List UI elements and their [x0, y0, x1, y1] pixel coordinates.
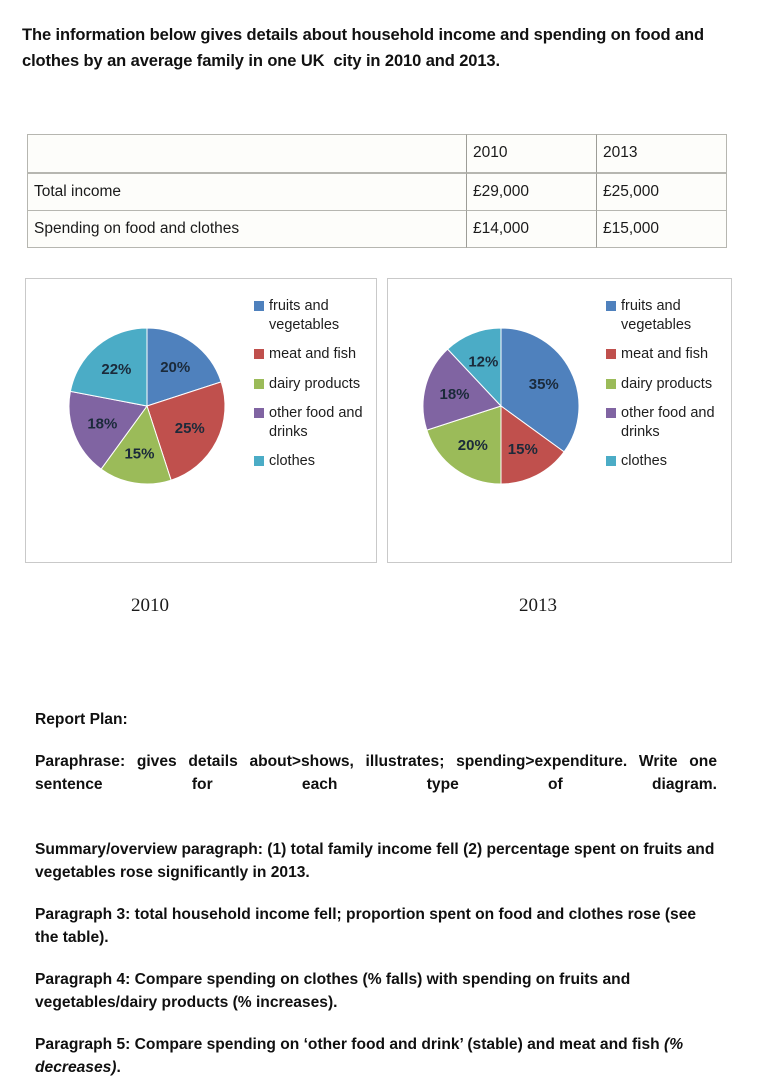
paragraph-5-italic: (% decreases)	[35, 1036, 684, 1076]
legend-swatch-icon	[606, 408, 616, 418]
legend-swatch-icon	[254, 408, 264, 418]
legend-label: other food and drinks	[621, 405, 715, 440]
row-label-spending: Spending on food and clothes	[27, 211, 467, 248]
pie-chart-2010	[62, 321, 232, 491]
cell-spending-2010: £14,000	[467, 211, 597, 248]
pie-slice-label: 15%	[124, 445, 155, 463]
pie-slice-label: 25%	[174, 419, 205, 437]
table-header-blank	[27, 134, 467, 173]
report-plan-summary: Summary/overview paragraph: (1) total family income fell (2) percentage spent on fruits and vegetables rose significantly in 2013.	[35, 841, 715, 881]
legend-item	[606, 452, 734, 471]
row-label-total-income: Total income	[27, 173, 467, 211]
pie-slice-label: 35%	[528, 376, 559, 394]
table-header-2010: 2010	[467, 134, 597, 173]
legend-item	[254, 345, 382, 364]
pie-slice-label: 18%	[439, 386, 470, 404]
legend-item	[606, 375, 734, 394]
pie-slice-label: 18%	[87, 415, 118, 433]
paragraph-5-tail: .	[116, 1059, 121, 1076]
table-header-2013: 2013	[597, 134, 727, 173]
income-spending-table	[27, 134, 727, 248]
legend-swatch-icon	[606, 456, 616, 466]
legend-swatch-icon	[254, 456, 264, 466]
legend-label: clothes	[269, 453, 315, 469]
pie-chart-2013	[416, 321, 586, 491]
legend-label: other food and drinks	[269, 405, 363, 440]
legend-swatch-icon	[254, 379, 264, 389]
pie-chart-panel-2010	[25, 278, 377, 563]
legend-swatch-icon	[606, 379, 616, 389]
chart-caption-2013: 2013	[519, 595, 557, 616]
legend-label: fruits and vegetables	[621, 298, 692, 333]
legend-label: dairy products	[621, 375, 713, 392]
legend-label: dairy products	[269, 375, 361, 392]
legend-label: meat and fish	[269, 346, 357, 362]
table-row	[27, 211, 727, 248]
chart-caption-2010: 2010	[131, 595, 169, 616]
report-plan-paragraph-3: Paragraph 3: total household income fell; proportion spent on food and clothes rose (see the table).	[35, 906, 697, 946]
legend-item	[254, 452, 382, 471]
pie-slice-label: 15%	[507, 440, 538, 458]
legend-label: fruits and vegetables	[269, 298, 340, 333]
legend-swatch-icon	[254, 301, 264, 311]
table-row	[27, 173, 727, 211]
legend-item	[254, 297, 382, 334]
legend-item	[254, 404, 382, 441]
cell-total-income-2010: £29,000	[467, 173, 597, 211]
legend-item	[606, 297, 734, 334]
legend-2013	[606, 297, 734, 482]
legend-swatch-icon	[606, 349, 616, 359]
cell-total-income-2013: £25,000	[597, 173, 727, 211]
pie-slice-label: 20%	[457, 436, 488, 454]
report-plan-section	[35, 708, 717, 1079]
legend-label: meat and fish	[621, 346, 709, 362]
cell-spending-2013: £15,000	[597, 211, 727, 248]
table-header-row	[27, 134, 727, 173]
page-title: The information below gives details about household income and spending on food and clothes by an average family in one UK city in 2010 and 2013.	[22, 26, 709, 70]
legend-2010	[254, 297, 382, 482]
report-plan-paragraph-5	[35, 1033, 717, 1079]
paragraph-5-text: Paragraph 5: Compare spending on ‘other food and drink’ (stable) and meat and fish	[35, 1036, 665, 1053]
report-plan-heading: Report Plan:	[35, 711, 128, 728]
report-plan-paraphrase: Paraphrase: gives details about>shows, illustrates; spending>expenditure. Write one sentence for each type of diagram.	[35, 753, 717, 793]
pie-chart-panel-2013	[387, 278, 732, 563]
pie-slice-label: 12%	[468, 353, 499, 371]
pie-slice-label: 20%	[160, 359, 191, 377]
report-plan-paragraph-4: Paragraph 4: Compare spending on clothes (% falls) with spending on fruits and vegetables/dairy products (% increases).	[35, 971, 631, 1011]
legend-swatch-icon	[606, 301, 616, 311]
legend-item	[254, 375, 382, 394]
legend-item	[606, 404, 734, 441]
legend-item	[606, 345, 734, 364]
legend-label: clothes	[621, 453, 667, 469]
pie-slice-label: 22%	[101, 361, 132, 379]
legend-swatch-icon	[254, 349, 264, 359]
